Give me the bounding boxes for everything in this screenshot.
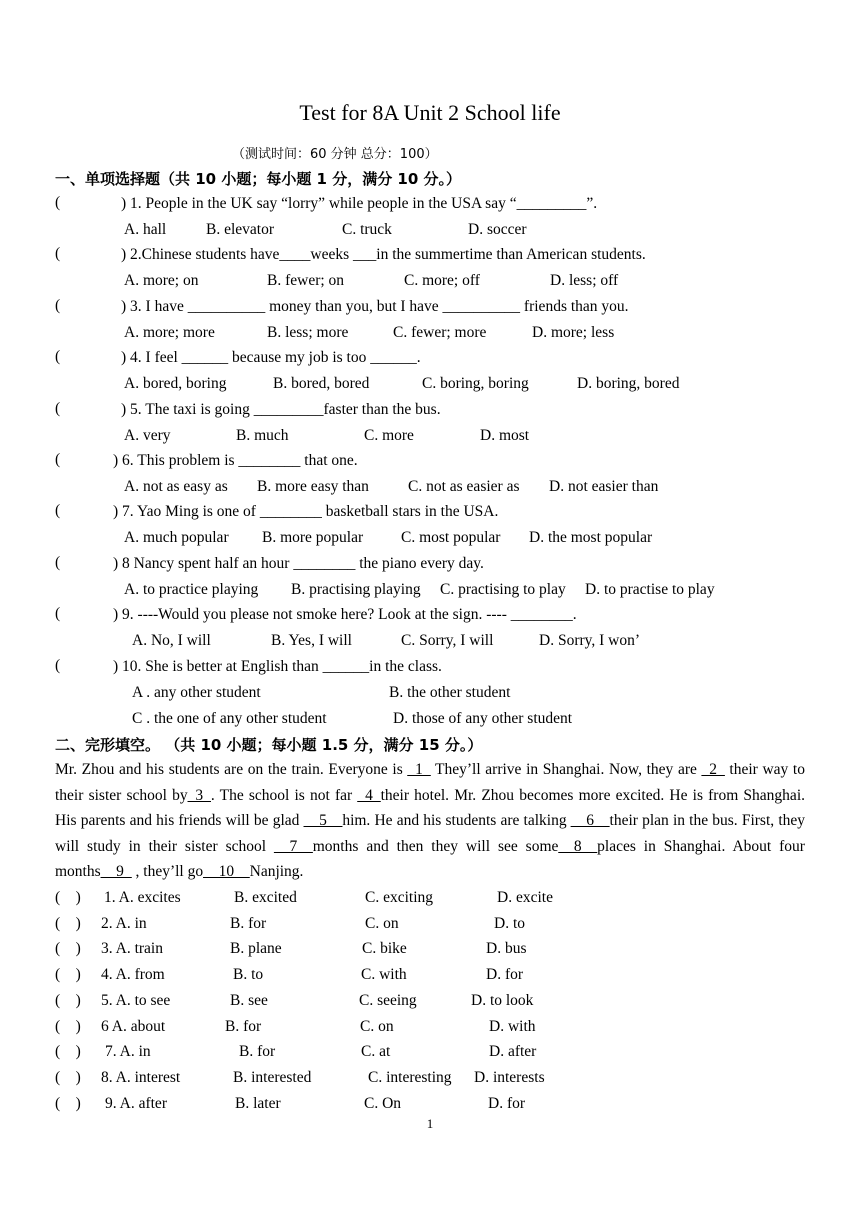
- option-a: A . any other student: [132, 683, 261, 701]
- option-c: C. boring, boring: [422, 375, 529, 393]
- answer-blank-paren: ( ): [55, 991, 81, 1009]
- option-a: 4. A. from: [101, 966, 165, 984]
- answer-blank-paren: (: [55, 553, 61, 571]
- option-a: A. to practice playing: [124, 580, 259, 598]
- cloze-blank: _1_: [407, 761, 431, 778]
- option-a: A. bored, boring: [124, 375, 227, 393]
- answer-blank-paren: (: [55, 399, 61, 417]
- option-b: B. fewer; on: [267, 272, 345, 290]
- option-c: C. on: [365, 914, 399, 932]
- answer-blank-paren: (: [55, 605, 61, 623]
- option-b: B. excited: [234, 889, 297, 906]
- option-b: B. less; more: [267, 323, 349, 341]
- option-c: C. fewer; more: [393, 323, 487, 341]
- cloze-blank: _4_: [357, 786, 381, 804]
- option-d: D. more; less: [532, 323, 615, 341]
- option-a: 1. A. excites: [104, 889, 181, 906]
- cloze-blank: __9_: [100, 863, 132, 881]
- cloze-blank: __6__: [570, 812, 610, 830]
- option-c: C. exciting: [365, 889, 434, 906]
- option-d: D. boring, bored: [577, 375, 680, 393]
- answer-blank-paren: (: [55, 245, 61, 263]
- question-stem: ) 6. This problem is ________ that one.: [113, 452, 358, 469]
- option-a: A. much popular: [124, 529, 229, 547]
- option-c: C . the one of any other student: [132, 709, 327, 727]
- option-a: 6 A. about: [101, 1017, 166, 1035]
- option-d: D. excite: [497, 889, 553, 906]
- question-stem: ) 3. I have __________ money than you, but I have __________ friends than you.: [121, 297, 629, 315]
- passage-text: Nanjing.: [249, 863, 304, 881]
- option-d: D. interests: [474, 1068, 545, 1086]
- option-c: C. with: [361, 966, 407, 984]
- option-d: D. to look: [471, 991, 534, 1009]
- passage-text: months and then they will see some: [312, 837, 559, 855]
- answer-blank-paren: ( ): [55, 1068, 81, 1086]
- option-c: C. more: [364, 426, 414, 444]
- question-stem: ) 7. Yao Ming is one of ________ basketball stars in the USA.: [113, 503, 499, 521]
- option-c: C. at: [361, 1043, 391, 1061]
- cloze-blank: _3_: [187, 786, 211, 804]
- test-meta: （测试时间：60 分钟 总分：100）: [232, 147, 438, 162]
- option-d: D. bus: [486, 940, 527, 958]
- option-b: B. more easy than: [257, 478, 369, 495]
- cloze-blank: _2_: [701, 761, 725, 778]
- option-d: D. those of any other student: [393, 709, 573, 727]
- answer-blank-paren: ( ): [55, 1017, 81, 1035]
- option-b: B. plane: [230, 940, 282, 958]
- page-title: Test for 8A Unit 2 School life: [299, 100, 561, 125]
- option-d: D. not easier than: [549, 478, 659, 495]
- passage-text: their way to their sister school by: [55, 761, 805, 804]
- option-b: B. to: [233, 966, 264, 984]
- option-c: C. on: [360, 1017, 394, 1035]
- option-d: D. most: [480, 426, 530, 444]
- option-b: B. much: [236, 426, 289, 444]
- option-a: A. very: [124, 426, 171, 444]
- cloze-blank: __7__: [273, 837, 313, 855]
- question-stem: ) 8 Nancy spent half an hour ________ the piano every day.: [113, 554, 484, 572]
- option-a: 9. A. after: [105, 1094, 167, 1112]
- option-c: C. practising to play: [440, 580, 566, 598]
- passage-text: They’ll arrive in Shanghai. Now, they are: [430, 761, 702, 778]
- answer-blank-paren: ( ): [55, 1094, 81, 1112]
- answer-blank-paren: ( ): [55, 889, 81, 906]
- option-b: B. for: [239, 1043, 276, 1061]
- question-stem: ) 10. She is better at English than ______in the class.: [113, 657, 442, 675]
- option-b: B. the other student: [389, 683, 511, 701]
- option-c: C. seeing: [359, 991, 417, 1009]
- option-d: D. to practise to play: [585, 580, 715, 598]
- option-b: B. later: [235, 1094, 281, 1112]
- option-c: C. more; off: [404, 272, 480, 290]
- passage-text: , they’ll go: [131, 863, 204, 881]
- question-stem: ) 2.Chinese students have____weeks ___in the summertime than American students.: [121, 246, 646, 264]
- option-a: A. more; on: [124, 272, 199, 290]
- passage-text: him. He and his students are talking: [342, 812, 571, 830]
- option-d: D. after: [489, 1043, 537, 1061]
- answer-blank-paren: ( ): [55, 966, 81, 984]
- option-a: A. hall: [124, 221, 167, 238]
- option-d: D. for: [486, 966, 524, 984]
- answer-blank-paren: (: [55, 194, 61, 211]
- cloze-blank: __10__: [203, 863, 250, 881]
- answer-blank-paren: (: [55, 451, 61, 468]
- answer-blank-paren: (: [55, 348, 61, 366]
- section2-heading: 二、完形填空。 （共 10 小题；每小题 1.5 分，满分 15 分。）: [55, 736, 483, 754]
- question-stem: ) 1. People in the UK say “lorry” while people in the USA say “_________”.: [121, 195, 598, 212]
- option-a: A. not as easy as: [124, 478, 228, 495]
- option-a: 2. A. in: [101, 914, 147, 932]
- option-b: B. elevator: [206, 221, 275, 238]
- option-c: C. not as easier as: [408, 478, 520, 495]
- option-c: C. most popular: [401, 529, 501, 547]
- option-a: A. more; more: [124, 323, 215, 341]
- question-stem: ) 5. The taxi is going _________faster than the bus.: [121, 400, 441, 418]
- option-b: B. more popular: [262, 529, 364, 547]
- option-a: 8. A. interest: [101, 1068, 181, 1086]
- option-b: B. see: [230, 991, 268, 1009]
- passage-text: Mr. Zhou and his students are on the train. Everyone is: [55, 761, 408, 778]
- option-a: 3. A. train: [101, 940, 163, 958]
- option-d: D. to: [494, 914, 525, 932]
- option-b: B. Yes, I will: [271, 632, 352, 650]
- answer-blank-paren: ( ): [55, 1043, 81, 1061]
- option-d: D. with: [489, 1017, 536, 1035]
- question-stem: ) 4. I feel ______ because my job is too ______.: [121, 349, 421, 367]
- option-c: C. On: [364, 1094, 402, 1112]
- passage-text: their hotel. Mr. Zhou becomes more excited. He is from Shanghai. His parents and his friends will be glad: [55, 786, 805, 830]
- option-b: B. interested: [233, 1068, 312, 1086]
- cloze-blank: __5__: [303, 812, 343, 830]
- option-b: B. practising playing: [291, 580, 421, 598]
- option-b: B. for: [230, 914, 267, 932]
- answer-blank-paren: ( ): [55, 940, 81, 958]
- option-a: 7. A. in: [105, 1043, 151, 1061]
- cloze-passage: [55, 757, 805, 885]
- option-d: D. Sorry, I won’: [539, 632, 641, 650]
- option-d: D. for: [488, 1094, 526, 1112]
- answer-blank-paren: (: [55, 656, 61, 674]
- passage-text: . The school is not far: [210, 786, 358, 804]
- option-c: C. truck: [342, 221, 392, 238]
- option-a: A. No, I will: [132, 632, 211, 650]
- passage-text: places in Shanghai. About four months: [55, 837, 805, 881]
- option-d: D. soccer: [468, 221, 527, 238]
- option-b: B. for: [225, 1017, 262, 1035]
- question-stem: ) 9. ----Would you please not smoke here? Look at the sign. ---- ________.: [113, 606, 577, 624]
- section1-heading: 一、单项选择题（共 10 小题；每小题 1 分，满分 10 分。）: [55, 170, 462, 188]
- option-c: C. bike: [362, 940, 407, 958]
- answer-blank-paren: ( ): [55, 914, 81, 932]
- option-d: D. less; off: [550, 272, 619, 290]
- option-c: C. Sorry, I will: [401, 632, 494, 650]
- option-d: D. the most popular: [529, 529, 653, 547]
- option-b: B. bored, bored: [273, 375, 370, 393]
- cloze-blank: __8__: [558, 837, 598, 855]
- option-c: C. interesting: [368, 1068, 452, 1086]
- answer-blank-paren: (: [55, 502, 61, 520]
- page-number: 1: [426, 1116, 434, 1131]
- passage-text: their plan in the bus. First, they will study in their sister school: [55, 812, 805, 855]
- option-a: 5. A. to see: [101, 991, 171, 1009]
- answer-blank-paren: (: [55, 296, 61, 314]
